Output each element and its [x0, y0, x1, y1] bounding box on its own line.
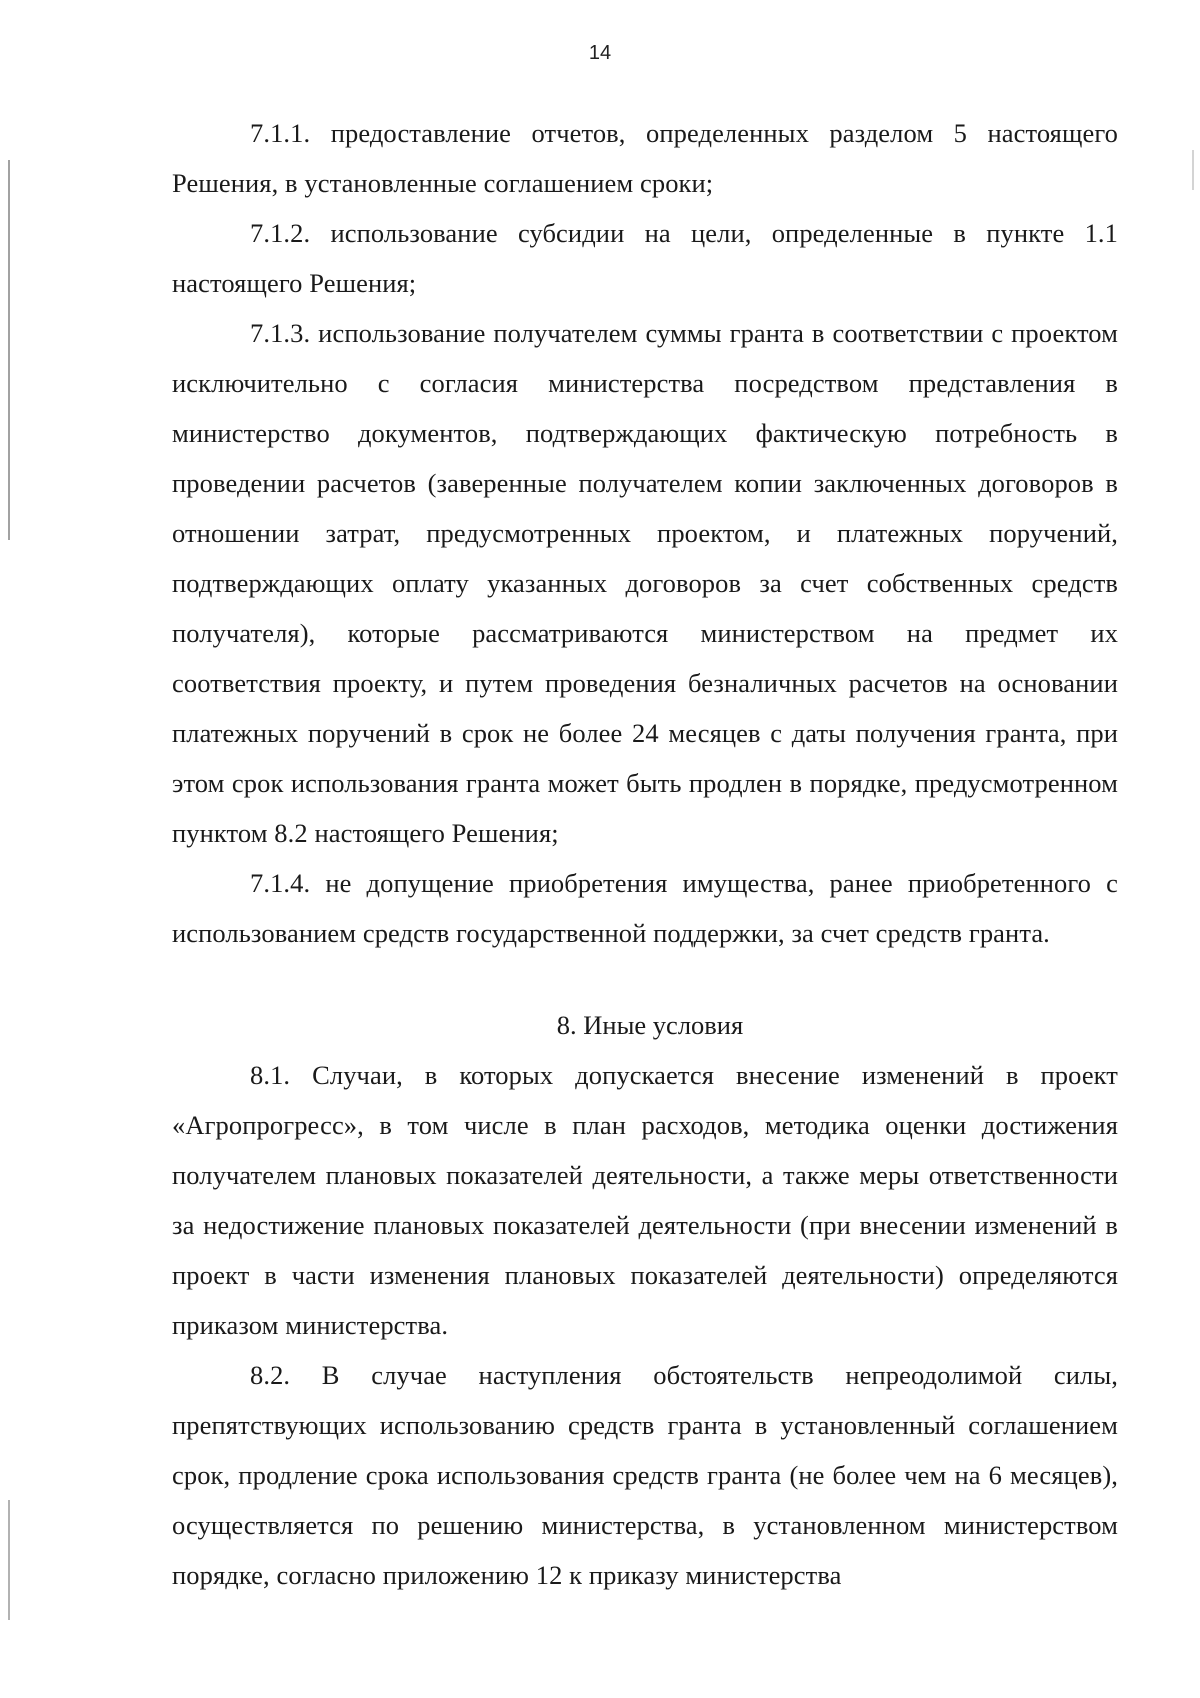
scan-edge-mark-bottom — [8, 1500, 10, 1620]
clause-7-1-3: 7.1.3. использование получателем суммы гранта в соответствии с проектом исключительно с согласия министерства посредством представления в министерство документов, подтверждающих фактическую потребность в проведении расчетов (заверенные получателем копии заключенных договоров в отношении затрат, предусмотренных проектом, и платежных поручений, подтверждающих оплату указанных договоров за счет собственных средств получателя), которые рассматриваются министерством на предмет их соответствия проекту, и путем проведения безналичных расчетов на основании платежных поручений в срок не более 24 месяцев с даты получения гранта, при этом срок использования гранта может быть продлен в порядке, предусмотренном пунктом 8.2 настоящего Решения; — [172, 318, 1118, 848]
clause-7-1-1: 7.1.1. предоставление отчетов, определенных разделом 5 настоящего Решения, в установленные соглашением сроки; — [172, 118, 1118, 198]
section-8-heading: 8. Иные условия — [556, 1010, 744, 1040]
document-body — [172, 108, 1118, 1600]
clause-7-1-4: 7.1.4. не допущение приобретения имущества, ранее приобретенного с использованием средств государственной поддержки, за счет средств гранта. — [172, 868, 1118, 948]
clause-7-1-2: 7.1.2. использование субсидии на цели, определенные в пункте 1.1 настоящего Решения; — [172, 218, 1118, 298]
clause-8-1: 8.1. Случаи, в которых допускается внесение изменений в проект «Агропрогресс», в том числе в план расходов, методика оценки достижения получателем плановых показателей деятельности, а также меры ответственности за недостижение плановых показателей деятельности (при внесении изменений в проект в части изменения плановых показателей деятельности) определяются приказом министерства. — [172, 1060, 1118, 1340]
page-number: 14 — [588, 42, 612, 64]
clause-8-2: 8.2. В случае наступления обстоятельств непреодолимой силы, препятствующих использованию средств гранта в установленный соглашением срок, продление срока использования средств гранта (не более чем на 6 месяцев), осуществляется по решению министерства, в установленном министерством порядке, согласно приложению 12 к приказу министерства — [172, 1360, 1118, 1590]
scan-edge-mark-right — [1192, 150, 1194, 190]
scan-edge-mark-top — [8, 160, 10, 540]
